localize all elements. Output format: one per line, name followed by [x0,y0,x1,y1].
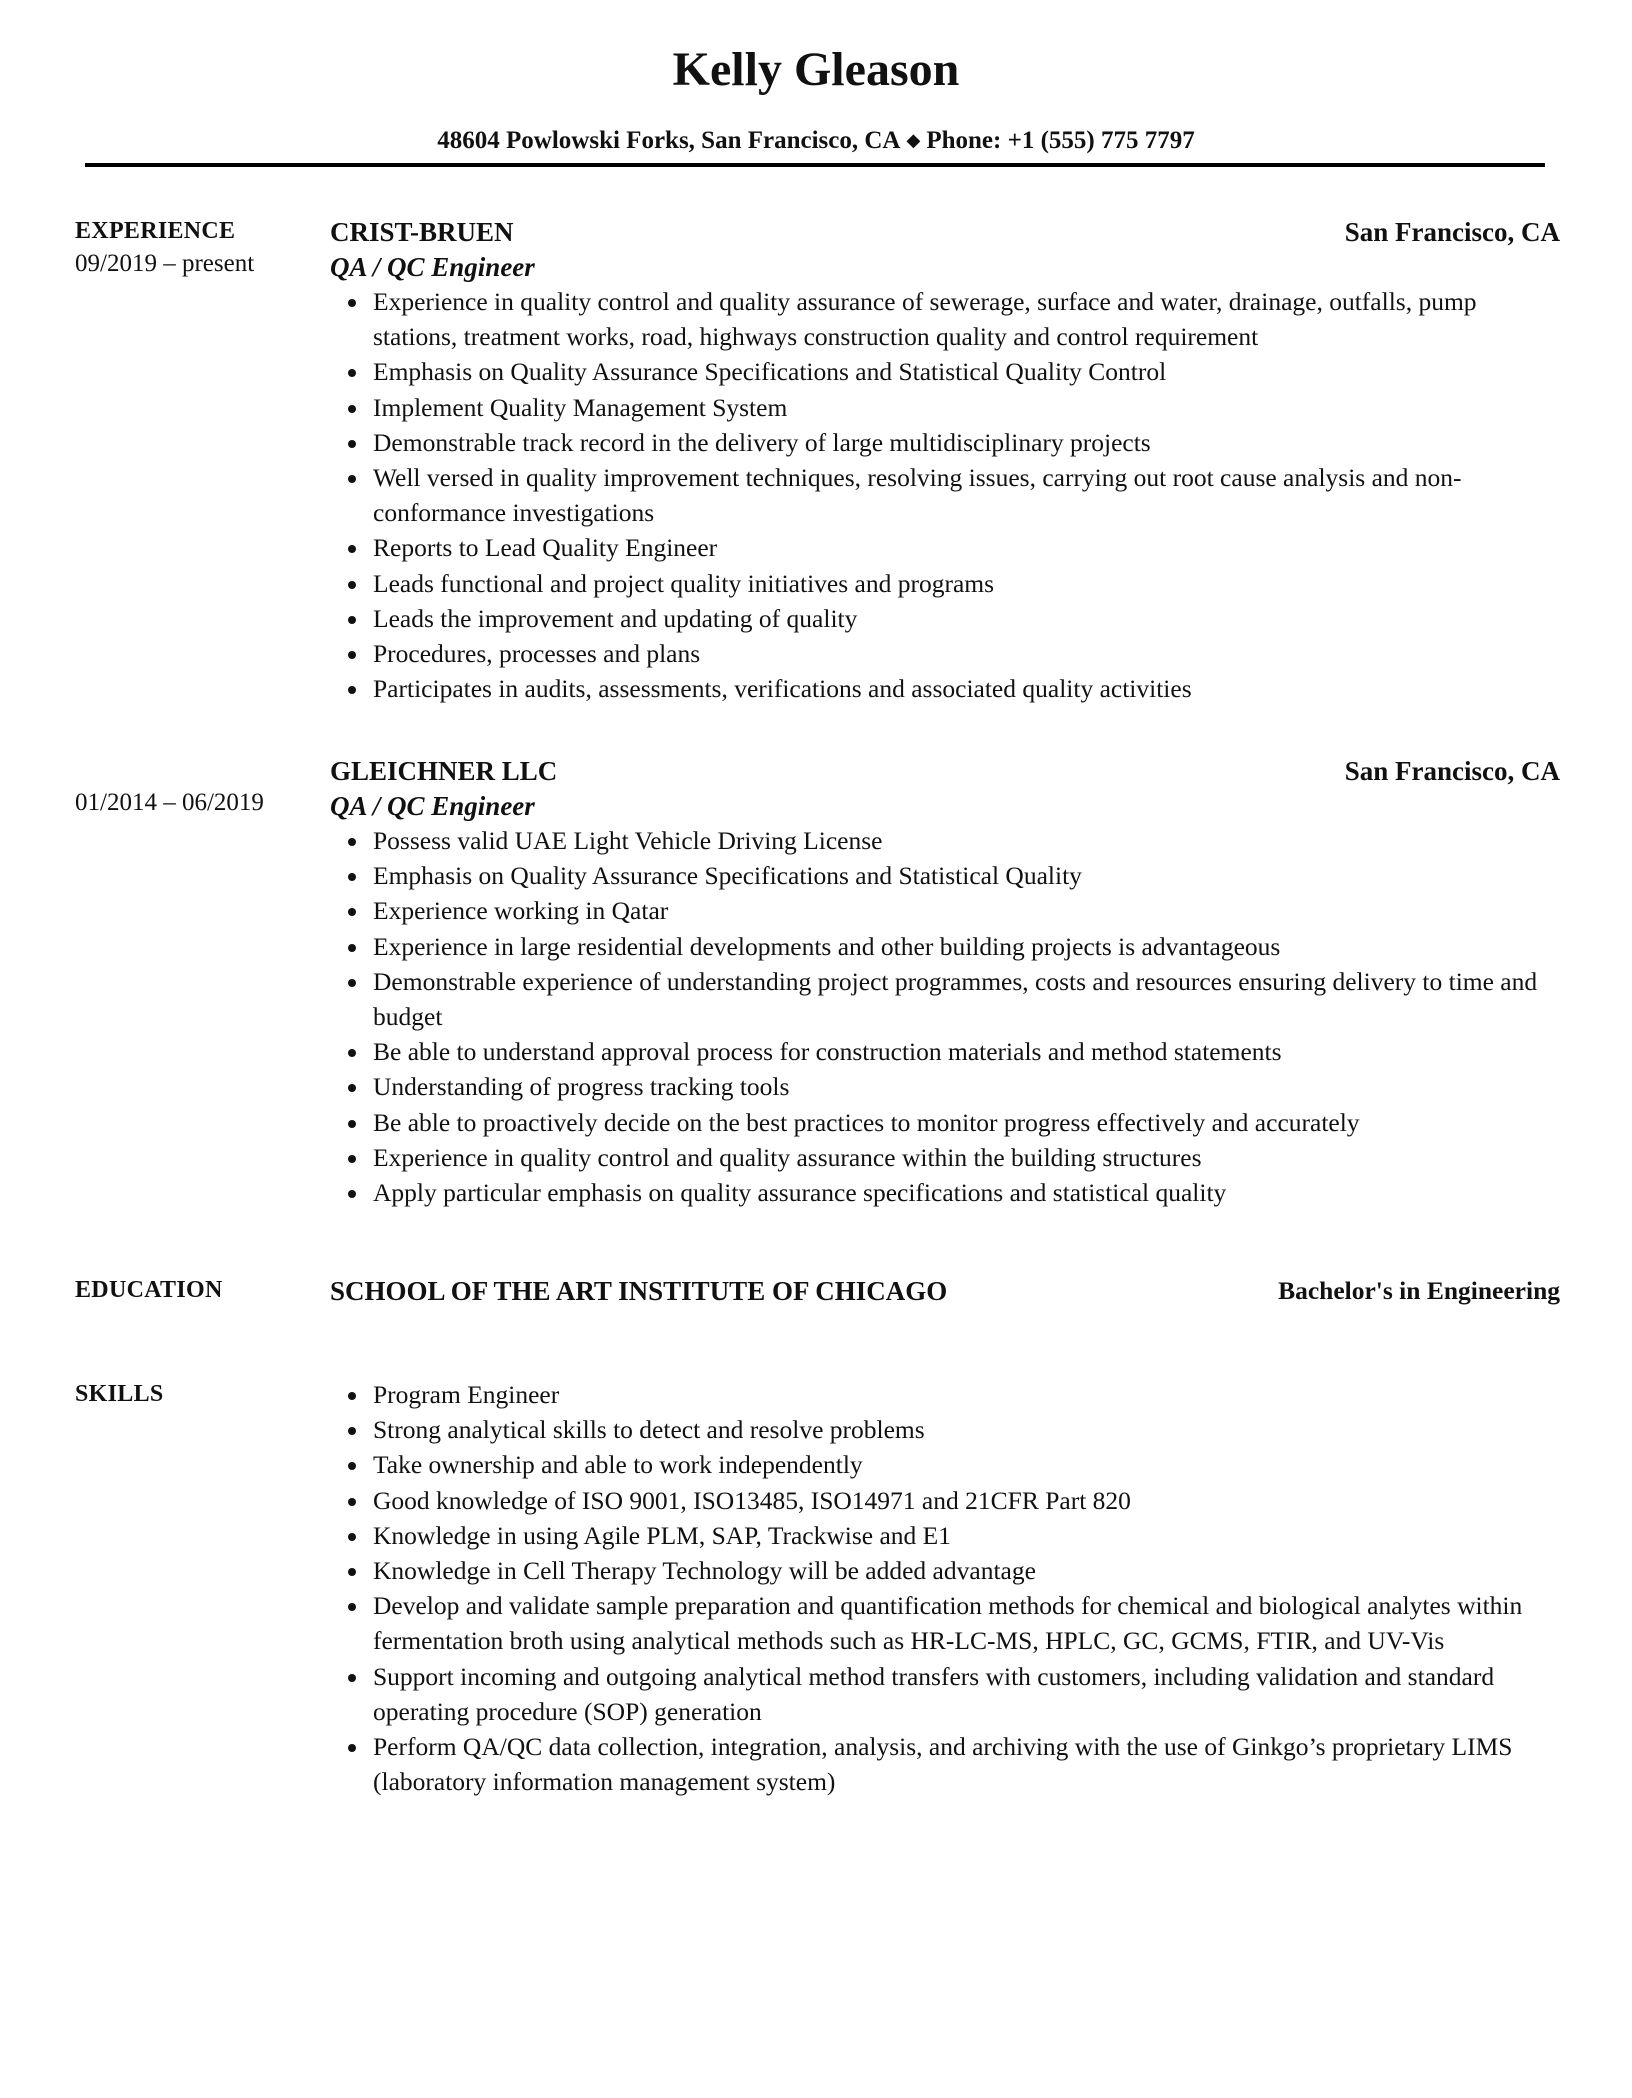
bullet-item: Be able to proactively decide on the best practices to monitor progress effectively and accurately [330,1105,1560,1140]
bullet-item: Well versed in quality improvement techniques, resolving issues, carrying out root cause analysis and non-conformance investigations [330,460,1560,530]
job-title: QA / QC Engineer [330,791,535,821]
diamond-separator-icon: ◆ [906,130,921,150]
contact-line [0,124,1632,157]
bullet-item: Understanding of progress tracking tools [330,1069,1560,1104]
degree: Bachelor's in Engineering [1278,1276,1560,1305]
job-entry [330,214,1560,706]
bullet-item: Apply particular emphasis on quality assurance specifications and statistical quality [330,1175,1560,1210]
bullet-item: Experience in quality control and quality assurance of sewerage, surface and water, drainage, outfalls, pump stations, treatment works, road, highways construction quality and control requirement [330,284,1560,354]
job-header [330,753,1560,789]
bullet-item: Reports to Lead Quality Engineer [330,530,1560,565]
bullet-item: Demonstrable track record in the delivery of large multidisciplinary projects [330,425,1560,460]
job-title: QA / QC Engineer [330,252,535,282]
candidate-name: Kelly Gleason [672,43,960,96]
bullet-item: Be able to understand approval process for construction materials and method statements [330,1034,1560,1069]
skill-item: Take ownership and able to work independently [330,1447,1560,1482]
skills-section [75,1377,1560,1857]
job-location: San Francisco, CA [1344,756,1560,786]
bullet-item: Leads functional and project quality initiatives and programs [330,566,1560,601]
bullet-item: Leads the improvement and updating of quality [330,601,1560,636]
bullet-item: Experience in large residential developments and other building projects is advantageous [330,929,1560,964]
school-name: SCHOOL OF THE ART INSTITUTE OF CHICAGO [330,1276,948,1306]
education-entry [330,1273,1560,1309]
job-bullets [330,823,1560,1210]
skill-item: Program Engineer [330,1377,1560,1412]
header-divider [85,163,1545,167]
skill-item: Knowledge in Cell Therapy Technology will be added advantage [330,1553,1560,1588]
job-location: San Francisco, CA [1344,217,1560,247]
skills-list-wrapper [330,1377,1560,1799]
bullet-item: Implement Quality Management System [330,390,1560,425]
experience-section [75,214,1560,1214]
bullet-item: Demonstrable experience of understanding project programmes, costs and resources ensuring delivery to time and budget [330,964,1560,1034]
job-dates: 09/2019 – present [75,250,255,277]
bullet-item: Emphasis on Quality Assurance Specifications and Statistical Quality [330,858,1560,893]
skill-item: Perform QA/QC data collection, integration, analysis, and archiving with the use of Ginkgo’s proprietary LIMS (laboratory information management system) [330,1729,1560,1799]
job-dates: 01/2014 – 06/2019 [75,789,264,816]
skill-item: Develop and validate sample preparation and quantification methods for chemical and biological analytes within fermentation broth using analytical methods such as HR-LC-MS, HPLC, GC, GCMS, FTIR, and UV-Vis [330,1588,1560,1658]
bullet-item: Possess valid UAE Light Vehicle Driving License [330,823,1560,858]
skill-item: Support incoming and outgoing analytical method transfers with customers, including validation and standard operating procedure (SOP) generation [330,1659,1560,1729]
bullet-item: Procedures, processes and plans [330,636,1560,671]
company-name: CRIST-BRUEN [330,217,514,247]
bullet-item: Experience in quality control and quality assurance within the building structures [330,1140,1560,1175]
education-section [75,1273,1560,1313]
job-header [330,214,1560,250]
phone: Phone: +1 (555) 775 7797 [926,127,1195,154]
section-label-education: EDUCATION [75,1277,223,1303]
section-label-skills: SKILLS [75,1381,164,1407]
job-entry [330,753,1560,1210]
bullet-item: Experience working in Qatar [330,893,1560,928]
skill-item: Good knowledge of ISO 9001, ISO13485, ISO14971 and 21CFR Part 820 [330,1483,1560,1518]
bullet-item: Emphasis on Quality Assurance Specifications and Statistical Quality Control [330,354,1560,389]
skill-item: Strong analytical skills to detect and resolve problems [330,1412,1560,1447]
section-label-experience: EXPERIENCE [75,218,236,244]
company-name: GLEICHNER LLC [330,756,558,786]
job-bullets [330,284,1560,706]
skills-list [330,1377,1560,1799]
address: 48604 Powlowski Forks, San Francisco, CA [437,127,901,154]
bullet-item: Participates in audits, assessments, verifications and associated quality activities [330,671,1560,706]
skill-item: Knowledge in using Agile PLM, SAP, Trackwise and E1 [330,1518,1560,1553]
